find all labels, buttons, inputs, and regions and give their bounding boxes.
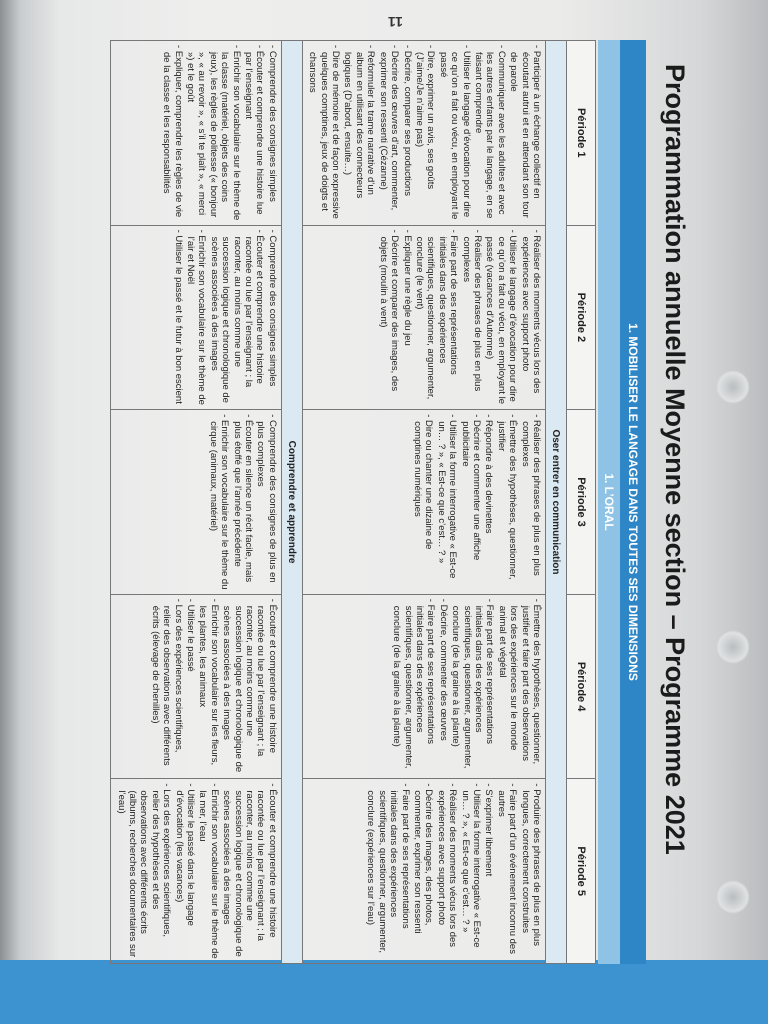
- list-item: - Utiliser le passé: [185, 599, 196, 775]
- list-item: - Réaliser des phrases de plus en plus complexes: [460, 230, 483, 406]
- list-item: - Dire ou chanter une dizaine de comptines numériques: [412, 414, 435, 590]
- column-header: Période 2: [567, 225, 596, 410]
- list-item: - Comprendre des consignes de plus en plus complexes: [255, 414, 278, 590]
- list-item: - Réaliser des moments vécus lors des expériences avec support photo: [519, 230, 542, 406]
- table-cell: [302, 225, 545, 410]
- list-item: - Décrire, commenter des œuvres: [437, 599, 448, 775]
- table-cell: [111, 41, 282, 226]
- header-row: [567, 41, 596, 964]
- list-item: - Enrichir son vocabulaire sur le thème de la mer, l’eau: [197, 783, 220, 959]
- list-item: - Produire des phrases de plus en plus longues, correctement construites: [519, 783, 542, 959]
- bullet-list: [377, 230, 542, 406]
- bullet-list: [161, 45, 278, 221]
- list-item: - Écouter et comprendre une histoire racontée ou lue par l’enseignant ; la raconter, au moins comme une succession logique et chronologique de scènes associées à des images: [221, 783, 278, 959]
- list-item: - Enrichir son vocabulaire sur les fleurs, les plantes, les animaux: [197, 599, 220, 775]
- section-row: [281, 41, 302, 964]
- list-item: - Utiliser la forme interrogative « Est-ce un… ? », « Est-ce que c’est… ? »: [459, 783, 482, 959]
- subdomain-band: 1. L’ORAL: [598, 40, 620, 964]
- programme-table: [110, 40, 596, 964]
- list-item: - Utiliser le passé et le futur à bon escient: [172, 230, 183, 406]
- table-cell: [111, 410, 282, 595]
- list-item: - Participer à un échange collectif en écoutant autrui et en attendant son tour de parole: [508, 45, 542, 221]
- section-title: Oser entrer en communication: [550, 429, 562, 575]
- list-item: - Décrire et commenter une affiche publicitaire: [459, 414, 482, 590]
- list-item: - Écouter en silence un récit facile, mais plus étoffé que l’année précédente: [231, 414, 254, 590]
- bullet-list: [172, 230, 278, 406]
- list-item: - Expliquer, comprendre les règles de vie de la classe et les responsabilités: [161, 45, 184, 221]
- column-header: Période 1: [567, 41, 596, 226]
- bullet-list: [412, 414, 542, 590]
- list-item: - Utiliser la forme interrogative « Est-ce un… ? », « Est-ce que c’est… ? »: [435, 414, 458, 590]
- bullet-list: [115, 783, 278, 959]
- table-cell: [302, 594, 545, 779]
- list-item: - Utiliser le langage d’évocation pour dire ce qu’on a fait ou vécu, en employant le passé: [437, 45, 471, 221]
- list-item: - Reformuler la trame narrative d’un album en utilisant des connecteurs logiques (D’abord, ensuite…): [342, 45, 376, 221]
- list-item: - Utiliser le passé dans le langage d’évocation (les vacances): [173, 783, 196, 959]
- table-row: [111, 41, 282, 964]
- list-item: - Faire part de ses représentations initiales dans des expériences scientifiques, questionner, argumenter, conclure (expériences sur l’eau): [365, 783, 411, 959]
- section-title: Comprendre et apprendre: [286, 440, 298, 564]
- list-item: - S’exprimer librement: [483, 783, 494, 959]
- list-item: - Enrichir son vocabulaire sur le thème du cirque (animaux, matériel): [207, 414, 230, 590]
- list-item: - Comprendre des consignes simples: [266, 45, 277, 221]
- list-item: - Décrire et comparer des images, des objets (moulin à vent): [377, 230, 400, 406]
- bullet-list: [391, 599, 542, 775]
- list-item: - Dire, exprimer un avis, ses goûts (J’aime/Je n’aime pas): [414, 45, 437, 221]
- list-item: - Décrire des images, des photos, commenter, exprimer son ressenti: [412, 783, 435, 959]
- table-cell: [302, 41, 545, 226]
- page-number: 11: [388, 14, 403, 30]
- list-item: - Lors des expériences scientifiques, relier des observations avec différents écrits (élevage de chenilles): [149, 599, 183, 775]
- table-row: [302, 41, 545, 964]
- bullet-list: [149, 599, 277, 775]
- table-cell: [111, 779, 282, 964]
- bullet-list: [365, 783, 542, 959]
- punch-hole: [716, 880, 750, 914]
- list-item: - Communiquer avec les adultes et avec les autres enfants par le langage, en se faisant comprendre: [473, 45, 507, 221]
- list-item: - Faire part d’un événement inconnu des autres: [495, 783, 518, 959]
- table-cell: [302, 410, 545, 595]
- list-item: - Faire part de ses représentations initiales dans des expériences scientifiques, questionner, argumenter, conclure (de la graine à la plante): [391, 599, 437, 775]
- page-title: Programmation annuelle Moyenne section – Programme 2021: [660, 64, 690, 855]
- list-item: - Décrire, comparer ses productions: [401, 45, 412, 221]
- list-item: - Réaliser des moments vécus lors des expériences avec support photo: [435, 783, 458, 959]
- list-item: - Utiliser le langage d’évocation pour dire ce qu’on a fait ou vécu, en employant le passé (vacances d’Automne): [484, 230, 518, 406]
- list-item: - Enrichir son vocabulaire sur le thème de la classe (matériel, objets des coins jeux), les règles de politesse (« bonjour », « au revoir », « s’il te plaît », « merci ») et le goût: [185, 45, 242, 221]
- list-item: - Lors des expériences scientifiques, relier des hypothèses et des observations avec différents écrits (albums, recherches documentaires sur l’eau): [115, 783, 172, 959]
- list-item: - Écouter et comprendre une histoire racontée ou lue par l’enseignant ; la raconter, au moins comme une succession logique et chronologique de scènes associées à des images: [221, 599, 278, 775]
- list-item: - Expliquer une règle du jeu: [401, 230, 412, 406]
- rotated-document: [80, 40, 700, 964]
- list-item: - Écouter et comprendre une histoire lue par l’enseignant: [243, 45, 266, 221]
- column-header: Période 5: [567, 779, 596, 964]
- punch-hole: [716, 370, 750, 404]
- table-cell: [111, 225, 282, 410]
- list-item: - Dire de mémoire et de façon expressive quelques comptines, jeux de doigts et chansons: [307, 45, 341, 221]
- table-cell: [111, 594, 282, 779]
- column-header: Période 3: [567, 410, 596, 595]
- bullet-list: [207, 414, 277, 590]
- list-item: - Émettre des hypothèses, questionner, justifier: [495, 414, 518, 590]
- section-row: [546, 41, 567, 964]
- bullet-list: [307, 45, 542, 221]
- list-item: - Émettre des hypothèses, questionner, justifier et faire part des observations lors des expériences sur le monde animal et végétal: [496, 599, 542, 775]
- domain-band: 1. MOBILISER LE LANGAGE DANS TOUTES SES DIMENSIONS: [620, 40, 646, 964]
- list-item: - Comprendre des consignes simples: [266, 230, 277, 406]
- list-item: - Décrire des œuvres d’art, commenter, exprimer son ressenti (Cézanne): [377, 45, 400, 221]
- list-item: - Écouter et comprendre une histoire racontée ou lue par l’enseignant ; la raconter, au moins comme une succession logique et chronologique de scènes associées à des images: [208, 230, 265, 406]
- list-item: - Réaliser des phrases de plus en plus complexes: [519, 414, 542, 590]
- list-item: - Enrichir son vocabulaire sur le thème de l’air et Noël: [185, 230, 208, 406]
- list-item: - Faire part de ses représentations initiales dans des expériences scientifiques, questionner, argumenter, conclure (de la graine à la plante): [450, 599, 496, 775]
- table-cell: [302, 779, 545, 964]
- list-item: - Faire part de ses représentations initiales dans des expériences scientifiques, questionner, argumenter, conclure (le vent): [414, 230, 460, 406]
- column-header: Période 4: [567, 594, 596, 779]
- list-item: - Répondre à des devinettes: [483, 414, 494, 590]
- punch-hole: [716, 630, 750, 664]
